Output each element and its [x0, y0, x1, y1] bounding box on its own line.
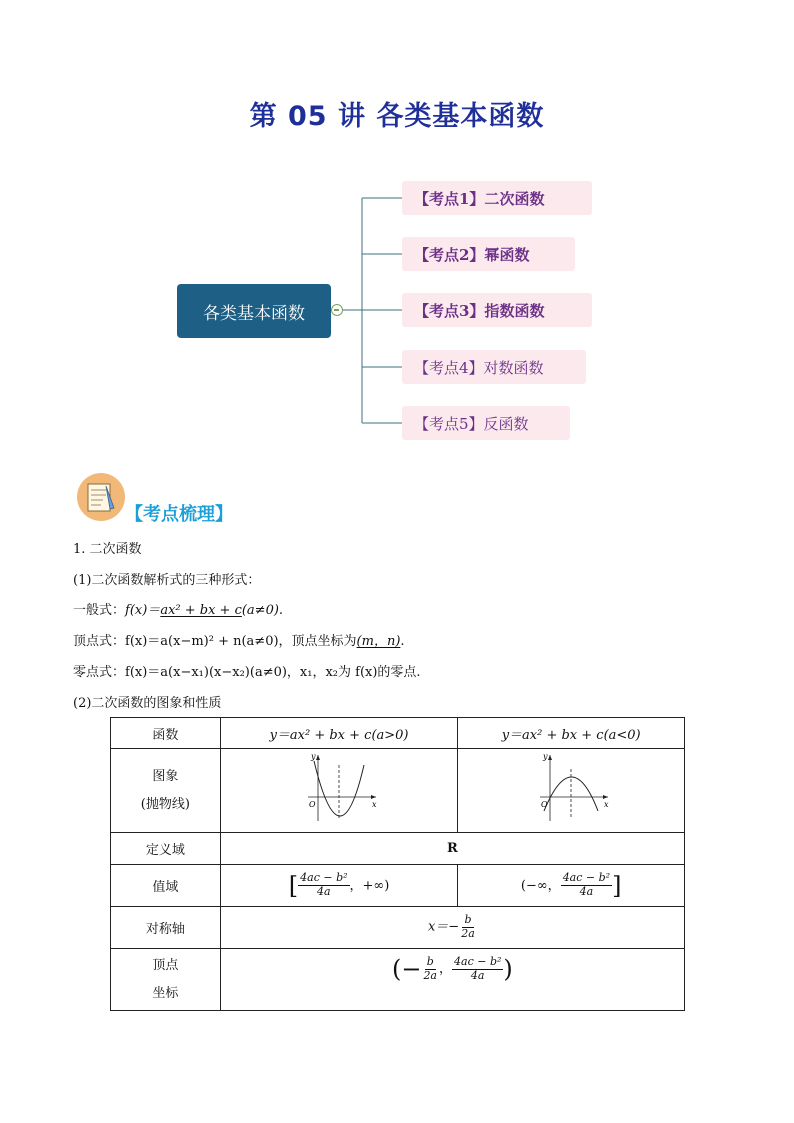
axis-den: 2a [461, 927, 475, 940]
axis-x-label: x [372, 799, 377, 809]
vertex-label-1: 顶点 [152, 957, 179, 973]
general-cond: (a≠0). [241, 603, 284, 618]
table-row [111, 833, 685, 865]
vertex-num2: 4ac − b² [454, 954, 502, 968]
vertex-den2: 4a [470, 968, 485, 982]
mindmap-node-2: 【考点2】幂函数 [402, 237, 575, 271]
vertex-end: . [400, 634, 405, 649]
properties-table [110, 717, 685, 1011]
vertex-sep: ， [439, 961, 453, 977]
range-neg-right: ] [612, 871, 622, 900]
range-pos-num: 4ac − b² [300, 871, 348, 885]
mindmap-node-3: 【考点3】指数函数 [402, 293, 592, 327]
table-row [111, 718, 685, 749]
vertex-label: 顶点式： [73, 634, 126, 649]
subheading-properties: (2)二次函数的图象和性质 [73, 696, 222, 711]
general-form-line [73, 599, 283, 618]
general-rhs: ax² + bx + c [160, 603, 242, 618]
domain-value: R [220, 833, 684, 865]
row-range-label: 值域 [111, 865, 221, 907]
vertex-den1: 2a [423, 968, 437, 982]
vertex-label-2: 坐标 [152, 985, 179, 1001]
mindmap-connectors [0, 0, 794, 460]
table-row [111, 949, 685, 1011]
range-pos [220, 865, 458, 907]
axis-y-label: y [543, 751, 548, 761]
table-row [111, 907, 685, 949]
range-neg [458, 865, 685, 907]
range-pos-right: ，+∞) [349, 878, 390, 893]
vertex-close: ) [503, 955, 513, 983]
range-neg-left: (−∞， [520, 878, 561, 893]
range-pos-fraction [298, 872, 349, 898]
vertex-fraction-1 [421, 956, 439, 982]
subheading-forms: (1)二次函数解析式的三种形式： [73, 573, 261, 588]
mindmap-node-5: 【考点5】反函数 [402, 406, 570, 440]
range-neg-fraction [561, 872, 612, 898]
graph-label-2: (抛物线) [140, 796, 190, 812]
range-neg-den: 4a [579, 885, 594, 898]
row-domain-label: 定义域 [111, 833, 221, 865]
vertex-point: (m，n) [356, 634, 401, 649]
page-title: 第 05 讲 各类基本函数 [249, 101, 545, 132]
mindmap-root: 各类基本函数 [177, 284, 331, 338]
graph-pos-cell [220, 749, 458, 833]
axis-fraction [459, 914, 477, 940]
range-pos-den: 4a [317, 885, 331, 898]
graph-label-1: 图象 [152, 768, 179, 784]
section-heading: 【考点梳理】 [125, 504, 233, 525]
collapse-icon[interactable] [331, 304, 343, 316]
origin-label: O [541, 799, 548, 809]
vertex-form-line [73, 630, 405, 649]
vertex-value [220, 949, 684, 1011]
vertex-open: (− [391, 955, 422, 983]
axis-y-label: y [311, 751, 316, 761]
header-pos: y＝ax² + bx + c(a>0) [220, 718, 458, 749]
origin-label: O [309, 799, 316, 809]
axis-value [220, 907, 684, 949]
table-row [111, 865, 685, 907]
vertex-fraction-2 [452, 956, 503, 982]
axis-lhs: x＝− [427, 920, 460, 935]
mindmap-node-1: 【考点1】二次函数 [402, 181, 592, 215]
header-func: 函数 [111, 718, 221, 749]
parabola-up-graph [294, 751, 384, 827]
row-axis-label: 对称轴 [111, 907, 221, 949]
vertex-num1: b [426, 954, 434, 968]
general-lhs: f(x)＝ [125, 603, 161, 618]
axis-num: b [464, 913, 472, 927]
row-graph-label [111, 749, 221, 833]
zero-expr: f(x)＝a(x−x₁)(x−x₂)(a≠0)，x₁，x₂为 f(x)的零点. [125, 665, 421, 680]
graph-neg-cell [458, 749, 685, 833]
general-label: 一般式： [73, 603, 126, 618]
range-neg-num: 4ac − b² [562, 871, 611, 885]
header-neg: y＝ax² + bx + c(a<0) [458, 718, 685, 749]
row-vertex-label [111, 949, 221, 1011]
zero-label: 零点式： [73, 665, 126, 680]
table-row [111, 749, 685, 833]
vertex-expr: f(x)＝a(x−m)² + n(a≠0)，顶点坐标为 [125, 634, 357, 649]
parabola-down-graph [526, 751, 616, 827]
range-pos-left: [ [288, 871, 299, 900]
mindmap-node-4: 【考点4】对数函数 [402, 350, 586, 384]
axis-x-label: x [604, 799, 609, 809]
notebook-icon [76, 472, 126, 522]
item-heading: 1. 二次函数 [73, 542, 142, 557]
zero-form-line [73, 661, 421, 680]
